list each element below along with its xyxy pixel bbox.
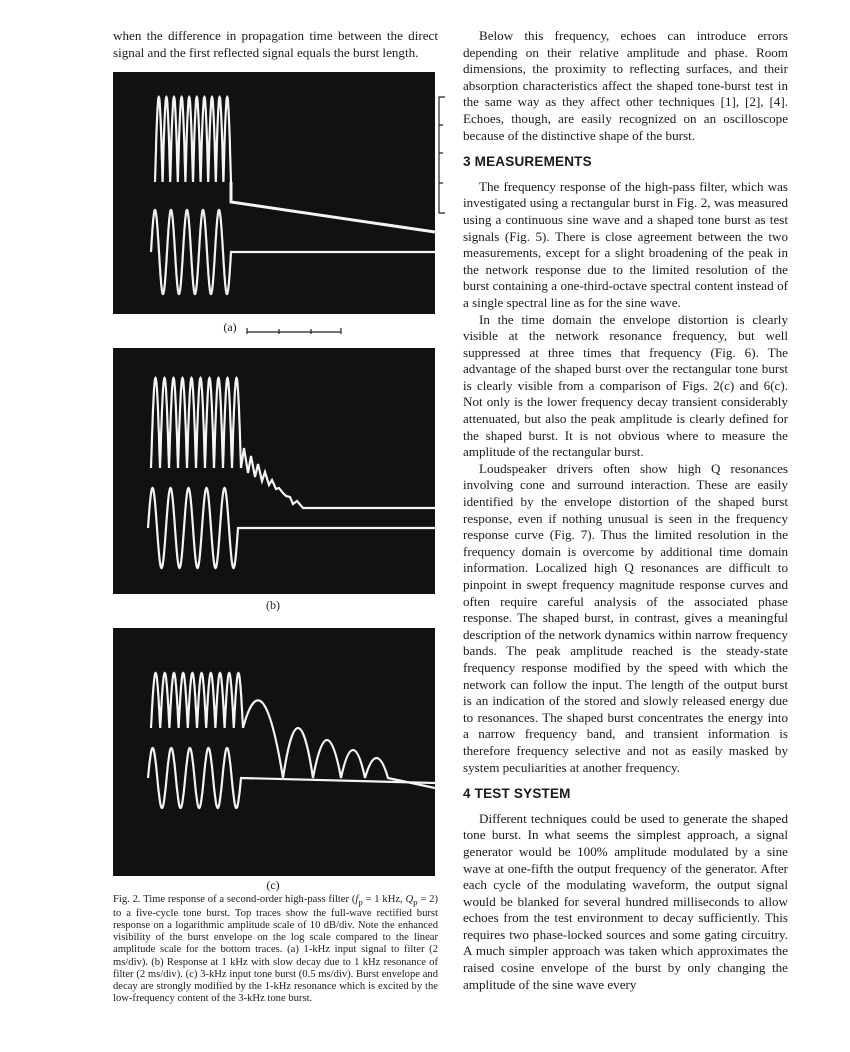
decay-trace-top bbox=[241, 448, 435, 508]
paragraph: when the difference in propagation time between the direct signal and the first reflected signal equals the burst length. bbox=[113, 28, 438, 60]
panel-label-c: (c) bbox=[266, 878, 280, 892]
scale-bracket bbox=[437, 95, 449, 215]
paragraph: Loudspeaker drivers often show high Q resonances involving cone and surround interaction. These are easily identified by the envelope distortion of the shaped burst response, even if nothing unusual is seen in the frequency response curve (Fig. 7). Thus the limited resolution in the frequency domain is overcome by additional time domain information. Localized high Q resonances are difficult to pinpoint in swept frequency magnitude response curves and often require careful analysis of the associated phase response. The shaped burst, in contrast, gives a meaningful description of the network dynamics within narrow frequency bands. The peak amplitude reached is the steady-state frequency response modified by the speed with which the network can follow the input. The length of the output burst is an indication of the stored and slowly released energy due to resonances. The shaped burst concentrates the energy into a narrow frequency band, and transient information is therefore frequency selective and not as easily masked by system peculiarities at another frequency. bbox=[463, 460, 788, 775]
oscilloscope-panel-a bbox=[113, 72, 435, 314]
oscilloscope-panel-c bbox=[113, 628, 435, 876]
decay-trace-top bbox=[243, 700, 435, 788]
trace-plot-c bbox=[113, 628, 435, 876]
right-column bbox=[463, 28, 788, 993]
trace-plot-a bbox=[113, 72, 435, 314]
paragraph: The frequency response of the high-pass filter, which was investigated using a rectangular burst in Fig. 2, was measured using a continuous sine wave and a shaped tone burst as test signals (Fig. 5). There is close agreement between the two measurements, except for a slight broadening of the peak in the network response due to the limited resolution of the burst containing a one-third-octave spectral content instead of a single spectral line as for the sine wave. bbox=[463, 178, 788, 310]
rectified-trace-top bbox=[155, 97, 231, 182]
trace-plot-b bbox=[113, 348, 435, 594]
paragraph: Below this frequency, echoes can introduce errors depending on their relative amplitude and phase. Room dimensions, the proximity to reflecting surfaces, and their absorption characteristics affect the shaped tone-burst test in the same way as they affect other techniques [1], [2], [4]. Echoes, though, are easily recognized on an oscilloscope because of the distinctive shape of the burst. bbox=[463, 28, 788, 143]
figure-caption: Fig. 2. Time response of a second-order high-pass filter ($f_p = 1$ kHz, $Q_p = 2$) to a five-cycle tone burst. Top traces show the full-wave rectified burst response on a logarithmic amplitude scale of 10 dB/div. Note the enhanced visibility of the burst envelope on the log scale compared to the linear amplitude scale for the bottom traces. (a) 1-kHz input signal to filter (2 ms/div). (b) Response at 1 kHz with slow decay due to 1 kHz resonance of filter (2 ms/div). (c) 3-kHz input tone burst (0.5 ms/div). Burst envelope and decay are strongly modified by the 1-kHz resonance which is excited by the low-frequency content of the 3-kHz tone burst. bbox=[113, 894, 438, 1004]
paragraph: In the time domain the envelope distortion is clearly visible at the network resonance frequency, but well suppressed at three times that frequency (Fig. 6). The advantage of the shaped burst over the rectangular tone burst is clearly visible from a comparison of Figs. 2(c) and 6(c). Not only is the lower frequency decay transient considerably attenuated, but also the peak amplitude is clearly defined for the shaped burst. It is not obvious where to measure the amplitude of the rectangular burst. bbox=[463, 311, 788, 460]
input-trace-bottom bbox=[151, 210, 435, 294]
rectified-trace-top bbox=[151, 378, 241, 468]
time-scale-bar bbox=[245, 324, 345, 336]
left-column-top-text bbox=[113, 28, 438, 61]
rectified-trace-top bbox=[151, 673, 243, 728]
section-heading-test-system: 4 TEST SYSTEM bbox=[463, 786, 571, 802]
decay-trace-top bbox=[231, 182, 435, 232]
oscilloscope-panel-b bbox=[113, 348, 435, 594]
paragraph: Different techniques could be used to generate the shaped tone burst. In what seems the simplest approach, a signal generator would be 100% amplitude modulated by a sine wave at one-fifth the output frequency of the generator. After each cycle of the modulating waveform, the output signal would be blanked for several hundred milliseconds to allow echoes from the test environment to decay sufficiently. This requires two phase-locked sources and some gating circuitry. A much simpler approach was taken which approximates the raised cosine envelope of the burst by only changing the amplitude of the sine wave every bbox=[463, 810, 788, 992]
panel-label-b: (b) bbox=[266, 598, 280, 612]
panel-label-a: (a) bbox=[223, 320, 237, 334]
section-heading-measurements: 3 MEASUREMENTS bbox=[463, 154, 592, 170]
